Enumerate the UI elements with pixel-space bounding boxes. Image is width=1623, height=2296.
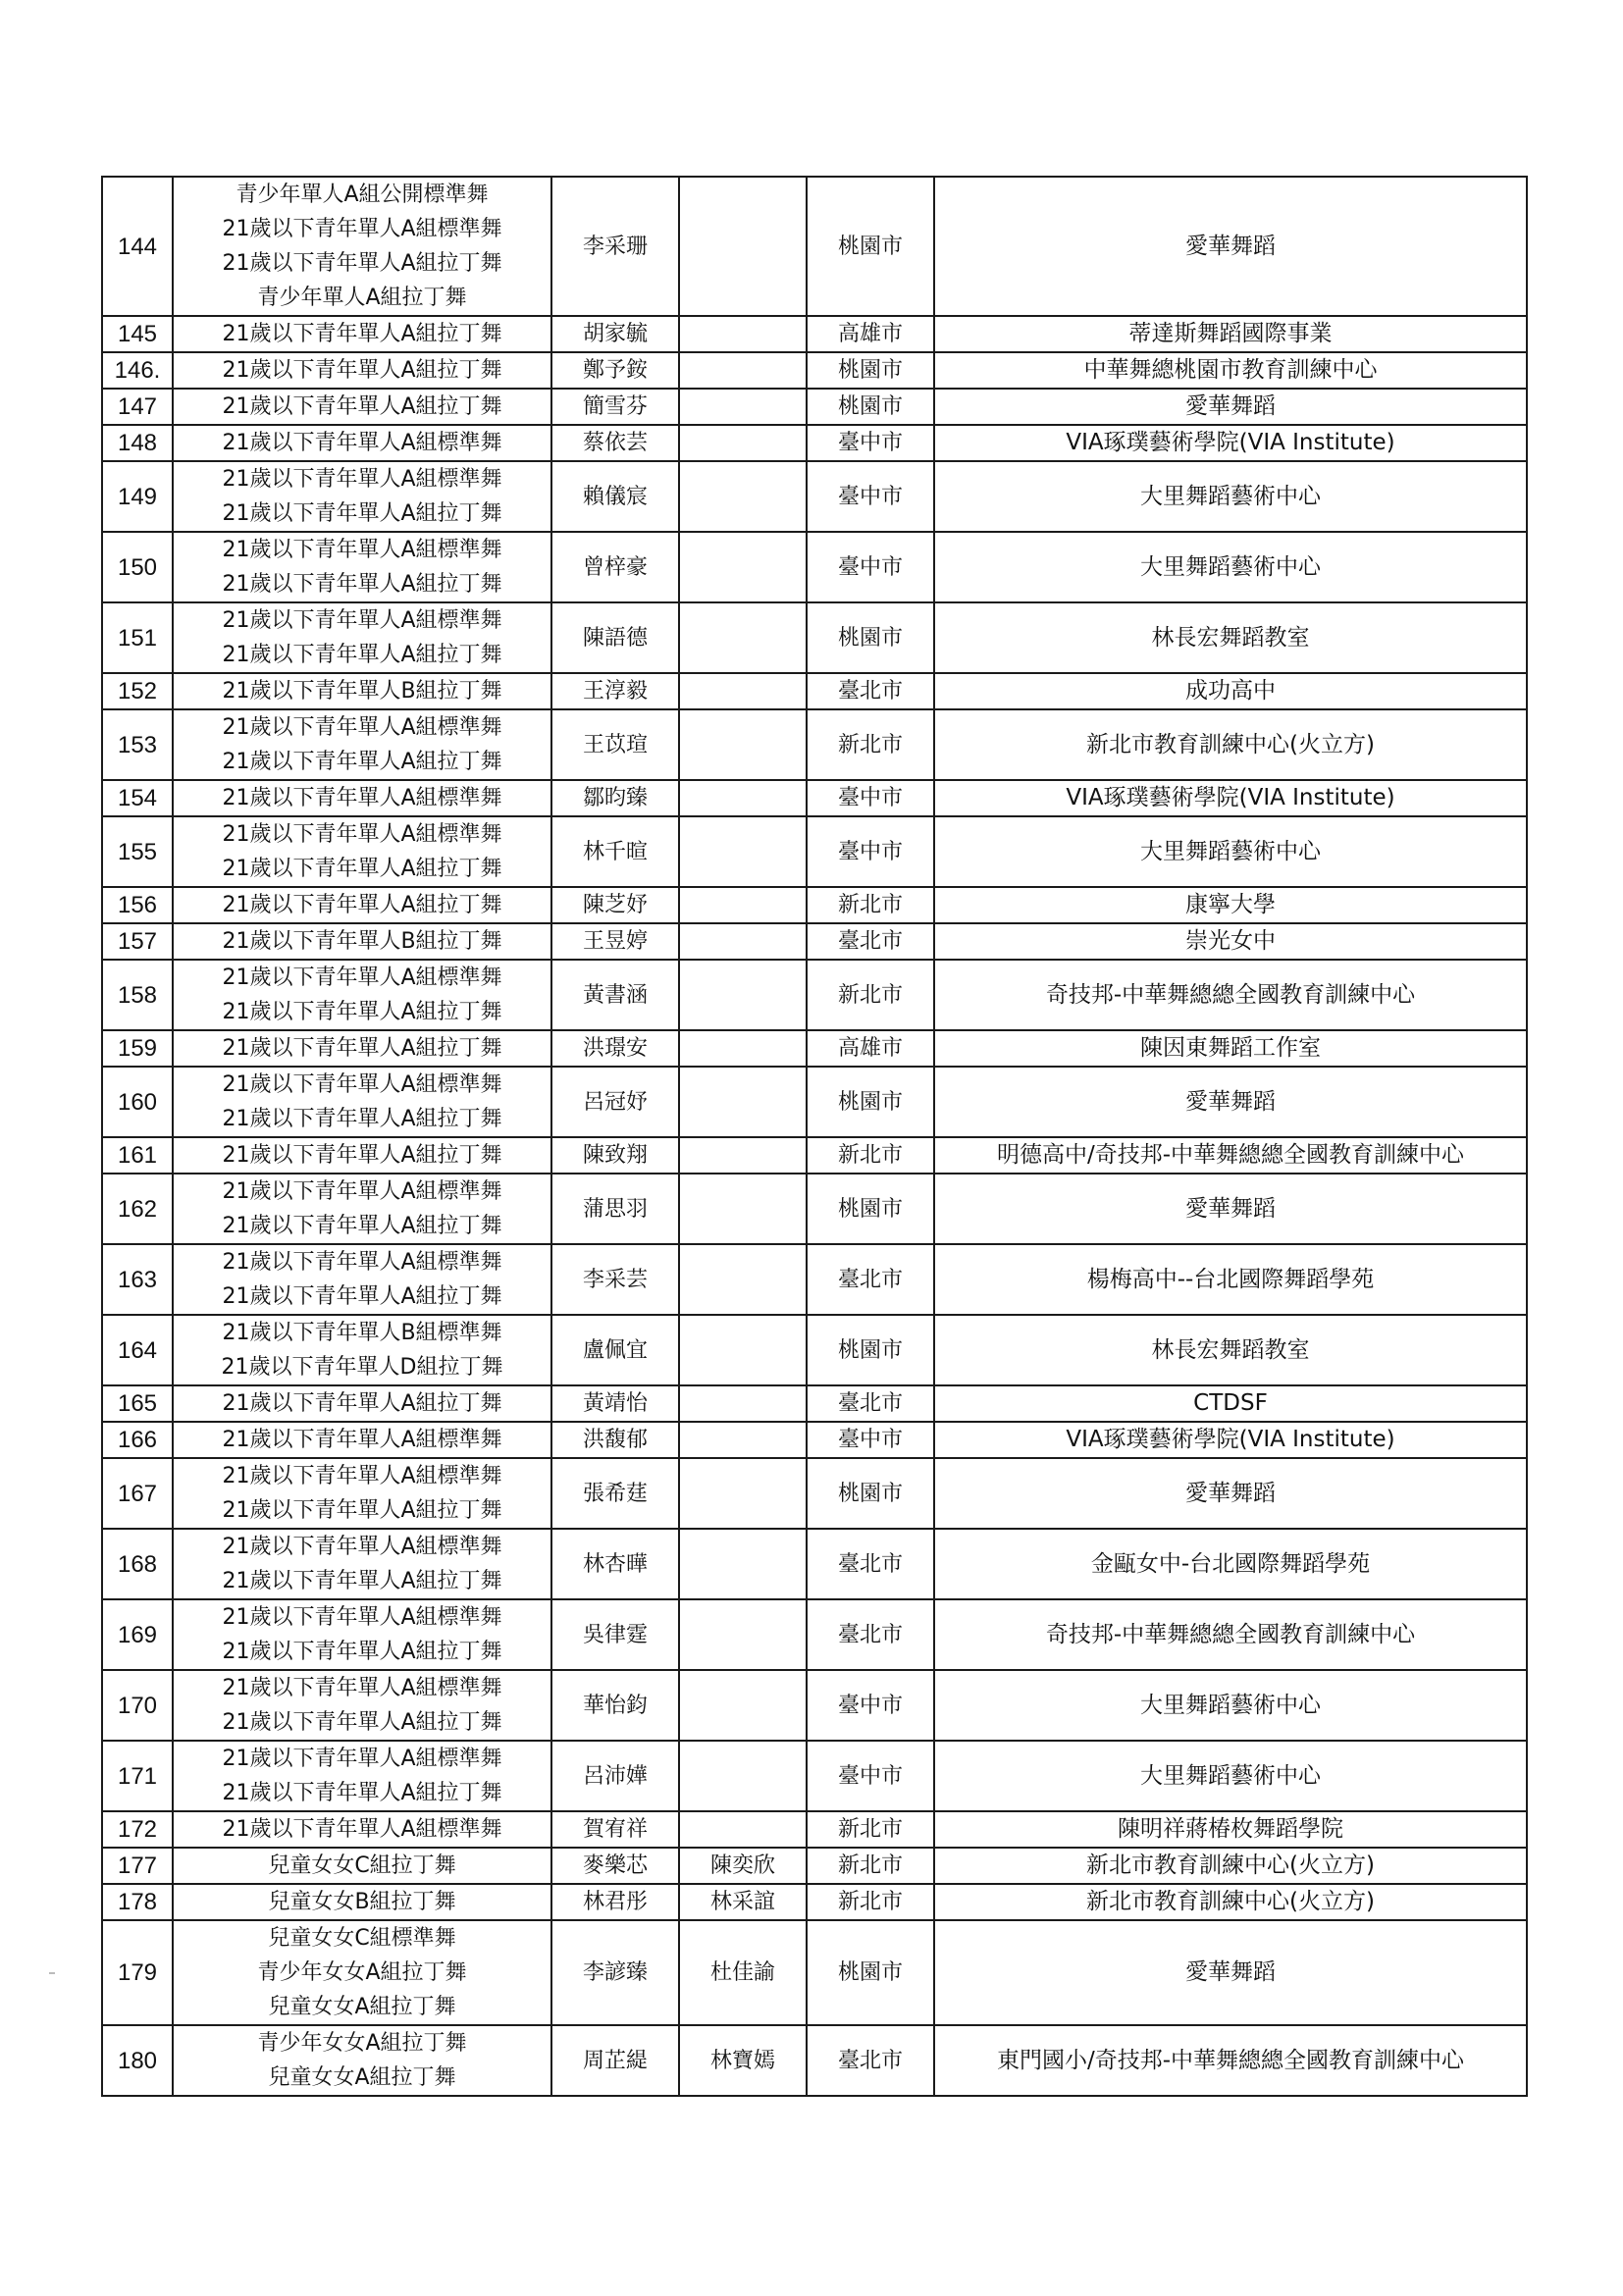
dancer-name-1: 陳語德 — [551, 602, 679, 673]
entry-number: 163 — [102, 1244, 173, 1315]
event-list — [173, 1599, 551, 1670]
city: 新北市 — [807, 960, 934, 1030]
city: 桃園市 — [807, 602, 934, 673]
event-list — [173, 1174, 551, 1244]
school-name: 愛華舞蹈 — [934, 389, 1527, 425]
table-row — [102, 960, 1527, 1030]
event-name: 21歲以下青年單人A組拉丁舞 — [222, 1781, 502, 1805]
school-name: 大里舞蹈藝術中心 — [934, 816, 1527, 887]
table-row — [102, 1811, 1527, 1848]
entry-number: 153 — [102, 709, 173, 780]
school-name: VIA琢璞藝術學院(VIA Institute) — [934, 780, 1527, 816]
city: 高雄市 — [807, 1030, 934, 1067]
table-row — [102, 1529, 1527, 1599]
city: 臺中市 — [807, 780, 934, 816]
event-name: 21歲以下青年單人A組標準舞 — [222, 1747, 502, 1771]
table-row — [102, 1137, 1527, 1174]
table-row — [102, 1422, 1527, 1458]
event-name: 21歲以下青年單人A組拉丁舞 — [222, 893, 502, 917]
event-list — [173, 960, 551, 1030]
entry-number: 168 — [102, 1529, 173, 1599]
dancer-name-1: 曾梓豪 — [551, 532, 679, 602]
dancer-name-2 — [679, 673, 807, 709]
event-name: 兒童女女C組標準舞 — [268, 1926, 456, 1951]
dancer-name-2 — [679, 1529, 807, 1599]
school-name: 陳因東舞蹈工作室 — [934, 1030, 1527, 1067]
school-name: 金甌女中-台北國際舞蹈學苑 — [934, 1529, 1527, 1599]
dancer-name-1: 李諺臻 — [551, 1920, 679, 2025]
entry-number: 169 — [102, 1599, 173, 1670]
dancer-name-1: 黃靖怡 — [551, 1385, 679, 1422]
dancer-name-1: 盧佩宜 — [551, 1315, 679, 1385]
school-name: VIA琢璞藝術學院(VIA Institute) — [934, 1422, 1527, 1458]
school-name: 愛華舞蹈 — [934, 1174, 1527, 1244]
school-name: 楊梅高中--台北國際舞蹈學苑 — [934, 1244, 1527, 1315]
event-name: 21歲以下青年單人A組拉丁舞 — [222, 322, 502, 346]
event-name: 21歲以下青年單人A組標準舞 — [222, 1428, 502, 1452]
school-name: 明德高中/奇技邦-中華舞總總全國教育訓練中心 — [934, 1137, 1527, 1174]
city: 桃園市 — [807, 389, 934, 425]
event-list — [173, 1030, 551, 1067]
dancer-name-2 — [679, 461, 807, 532]
registration-table — [101, 176, 1528, 2097]
dancer-name-1: 周芷緹 — [551, 2025, 679, 2096]
dancer-name-2 — [679, 1458, 807, 1529]
entry-number: 178 — [102, 1884, 173, 1920]
city: 臺中市 — [807, 1670, 934, 1741]
table-row — [102, 1458, 1527, 1529]
entry-number: 179 — [102, 1920, 173, 2025]
event-name: 21歲以下青年單人A組拉丁舞 — [222, 1640, 502, 1664]
event-name: 21歲以下青年單人A組拉丁舞 — [222, 1143, 502, 1168]
dancer-name-2 — [679, 1422, 807, 1458]
table-row — [102, 1385, 1527, 1422]
table-row — [102, 352, 1527, 389]
city: 新北市 — [807, 709, 934, 780]
entry-number: 180 — [102, 2025, 173, 2096]
entry-number: 154 — [102, 780, 173, 816]
event-name: 21歲以下青年單人A組拉丁舞 — [222, 1569, 502, 1593]
entry-number: 158 — [102, 960, 173, 1030]
dancer-name-2: 杜佳諭 — [679, 1920, 807, 2025]
city: 臺中市 — [807, 425, 934, 461]
school-name: 林長宏舞蹈教室 — [934, 602, 1527, 673]
event-list — [173, 1244, 551, 1315]
dancer-name-1: 黃書涵 — [551, 960, 679, 1030]
dancer-name-1: 林君彤 — [551, 1884, 679, 1920]
dancer-name-2 — [679, 960, 807, 1030]
city: 新北市 — [807, 1884, 934, 1920]
dancer-name-2 — [679, 1174, 807, 1244]
event-name: 21歲以下青年單人A組標準舞 — [222, 467, 502, 492]
city: 新北市 — [807, 1811, 934, 1848]
city: 臺中市 — [807, 532, 934, 602]
registration-table-container — [101, 176, 1526, 2097]
event-name: 21歲以下青年單人A組標準舞 — [222, 715, 502, 740]
event-name: 兒童女女A組拉丁舞 — [268, 2065, 456, 2090]
dancer-name-1: 蔡依芸 — [551, 425, 679, 461]
event-list — [173, 425, 551, 461]
dancer-name-1: 王昱婷 — [551, 923, 679, 960]
event-name: 青少年單人A組公開標準舞 — [236, 183, 489, 207]
school-name: 愛華舞蹈 — [934, 177, 1527, 316]
dancer-name-1: 李采珊 — [551, 177, 679, 316]
entry-number: 156 — [102, 887, 173, 923]
event-list — [173, 780, 551, 816]
event-name: 21歲以下青年單人A組拉丁舞 — [222, 643, 502, 667]
event-name: 21歲以下青年單人A組標準舞 — [222, 608, 502, 633]
event-name: 21歲以下青年單人A組拉丁舞 — [222, 1391, 502, 1416]
event-name: 青少年單人A組拉丁舞 — [257, 286, 467, 310]
event-name: 21歲以下青年單人A組拉丁舞 — [222, 750, 502, 774]
school-name: 新北市教育訓練中心(火立方) — [934, 709, 1527, 780]
event-name: 21歲以下青年單人A組標準舞 — [222, 822, 502, 847]
table-row — [102, 177, 1527, 316]
city: 桃園市 — [807, 1920, 934, 2025]
table-row — [102, 887, 1527, 923]
dancer-name-2 — [679, 389, 807, 425]
school-name: 東門國小/奇技邦-中華舞總總全國教育訓練中心 — [934, 2025, 1527, 2096]
event-list — [173, 461, 551, 532]
dancer-name-1: 麥樂芯 — [551, 1848, 679, 1884]
dancer-name-1: 華怡鈞 — [551, 1670, 679, 1741]
city: 高雄市 — [807, 316, 934, 352]
entry-number: 160 — [102, 1067, 173, 1137]
event-name: 21歲以下青年單人A組拉丁舞 — [222, 1498, 502, 1523]
city: 新北市 — [807, 1137, 934, 1174]
event-name: 21歲以下青年單人A組標準舞 — [222, 217, 502, 241]
event-name: 21歲以下青年單人A組標準舞 — [222, 1676, 502, 1700]
entry-number: 162 — [102, 1174, 173, 1244]
city: 臺北市 — [807, 1599, 934, 1670]
dancer-name-2 — [679, 425, 807, 461]
dancer-name-2 — [679, 1385, 807, 1422]
dancer-name-2 — [679, 1137, 807, 1174]
table-row — [102, 1884, 1527, 1920]
city: 臺中市 — [807, 816, 934, 887]
event-name: 21歲以下青年單人A組拉丁舞 — [222, 358, 502, 383]
dancer-name-2 — [679, 532, 807, 602]
dancer-name-2 — [679, 1030, 807, 1067]
event-list — [173, 1529, 551, 1599]
event-list — [173, 1848, 551, 1884]
dancer-name-1: 鄒昀臻 — [551, 780, 679, 816]
scan-mark — [49, 1972, 55, 1974]
event-name: 21歲以下青年單人B組標準舞 — [222, 1321, 502, 1345]
city: 臺北市 — [807, 673, 934, 709]
table-row — [102, 923, 1527, 960]
dancer-name-1: 胡家毓 — [551, 316, 679, 352]
entry-number: 172 — [102, 1811, 173, 1848]
city: 臺北市 — [807, 923, 934, 960]
table-row — [102, 1848, 1527, 1884]
event-list — [173, 1920, 551, 2025]
event-name: 21歲以下青年單人A組標準舞 — [222, 965, 502, 990]
city: 新北市 — [807, 887, 934, 923]
table-row — [102, 389, 1527, 425]
event-name: 21歲以下青年單人A組拉丁舞 — [222, 1107, 502, 1131]
table-row — [102, 602, 1527, 673]
city: 桃園市 — [807, 1458, 934, 1529]
entry-number: 161 — [102, 1137, 173, 1174]
entry-number: 164 — [102, 1315, 173, 1385]
event-list — [173, 709, 551, 780]
event-list — [173, 2025, 551, 2096]
event-name: 21歲以下青年單人A組標準舞 — [222, 1250, 502, 1275]
school-name: 愛華舞蹈 — [934, 1067, 1527, 1137]
entry-number: 147 — [102, 389, 173, 425]
event-name: 21歲以下青年單人A組標準舞 — [222, 431, 502, 455]
school-name: 大里舞蹈藝術中心 — [934, 1670, 1527, 1741]
dancer-name-1: 洪璟安 — [551, 1030, 679, 1067]
event-name: 21歲以下青年單人A組拉丁舞 — [222, 251, 502, 276]
dancer-name-2 — [679, 352, 807, 389]
table-row — [102, 425, 1527, 461]
dancer-name-1: 張希莛 — [551, 1458, 679, 1529]
dancer-name-2 — [679, 316, 807, 352]
city: 臺中市 — [807, 1422, 934, 1458]
event-name: 21歲以下青年單人A組拉丁舞 — [222, 501, 502, 526]
event-name: 21歲以下青年單人B組拉丁舞 — [222, 679, 502, 704]
event-name: 21歲以下青年單人A組拉丁舞 — [222, 1710, 502, 1735]
entry-number: 166 — [102, 1422, 173, 1458]
event-name: 21歲以下青年單人A組拉丁舞 — [222, 1214, 502, 1238]
event-list — [173, 1137, 551, 1174]
school-name: 蒂達斯舞蹈國際事業 — [934, 316, 1527, 352]
entry-number: 155 — [102, 816, 173, 887]
event-list — [173, 1315, 551, 1385]
city: 桃園市 — [807, 1315, 934, 1385]
city: 臺北市 — [807, 1529, 934, 1599]
dancer-name-2 — [679, 1067, 807, 1137]
event-name: 兒童女女C組拉丁舞 — [268, 1853, 456, 1878]
event-name: 21歲以下青年單人A組標準舞 — [222, 538, 502, 562]
dancer-name-2 — [679, 816, 807, 887]
event-list — [173, 1811, 551, 1848]
dancer-name-2 — [679, 1741, 807, 1811]
dancer-name-1: 蒲思羽 — [551, 1174, 679, 1244]
dancer-name-1: 陳致翔 — [551, 1137, 679, 1174]
dancer-name-2 — [679, 923, 807, 960]
entry-number: 151 — [102, 602, 173, 673]
entry-number: 149 — [102, 461, 173, 532]
dancer-name-2 — [679, 1670, 807, 1741]
dancer-name-1: 林千暄 — [551, 816, 679, 887]
dancer-name-2 — [679, 780, 807, 816]
entry-number: 152 — [102, 673, 173, 709]
entry-number: 145 — [102, 316, 173, 352]
event-name: 青少年女女A組拉丁舞 — [257, 2031, 467, 2056]
entry-number: 157 — [102, 923, 173, 960]
school-name: 奇技邦-中華舞總總全國教育訓練中心 — [934, 1599, 1527, 1670]
school-name: 大里舞蹈藝術中心 — [934, 461, 1527, 532]
event-name: 青少年女女A組拉丁舞 — [257, 1960, 467, 1985]
table-row — [102, 1030, 1527, 1067]
table-row — [102, 1315, 1527, 1385]
school-name: 中華舞總桃園市教育訓練中心 — [934, 352, 1527, 389]
table-row — [102, 1920, 1527, 2025]
school-name: 崇光女中 — [934, 923, 1527, 960]
event-name: 21歲以下青年單人A組標準舞 — [222, 1605, 502, 1630]
school-name: 林長宏舞蹈教室 — [934, 1315, 1527, 1385]
event-name: 21歲以下青年單人A組拉丁舞 — [222, 1284, 502, 1309]
dancer-name-2 — [679, 1244, 807, 1315]
event-list — [173, 1385, 551, 1422]
table-row — [102, 2025, 1527, 2096]
school-name: 成功高中 — [934, 673, 1527, 709]
city: 臺中市 — [807, 1741, 934, 1811]
school-name: 新北市教育訓練中心(火立方) — [934, 1848, 1527, 1884]
table-row — [102, 1067, 1527, 1137]
table-row — [102, 316, 1527, 352]
table-row — [102, 816, 1527, 887]
event-name: 21歲以下青年單人A組標準舞 — [222, 1535, 502, 1559]
school-name: 大里舞蹈藝術中心 — [934, 532, 1527, 602]
table-row — [102, 1174, 1527, 1244]
event-name: 21歲以下青年單人A組標準舞 — [222, 1817, 502, 1842]
event-name: 21歲以下青年單人A組拉丁舞 — [222, 1036, 502, 1061]
school-name: 康寧大學 — [934, 887, 1527, 923]
school-name: 大里舞蹈藝術中心 — [934, 1741, 1527, 1811]
dancer-name-1: 呂沛嬅 — [551, 1741, 679, 1811]
event-name: 21歲以下青年單人A組拉丁舞 — [222, 857, 502, 881]
event-list — [173, 602, 551, 673]
dancer-name-1: 陳芝妤 — [551, 887, 679, 923]
school-name: 新北市教育訓練中心(火立方) — [934, 1884, 1527, 1920]
event-list — [173, 673, 551, 709]
event-list — [173, 177, 551, 316]
dancer-name-1: 簡雪芬 — [551, 389, 679, 425]
event-name: 21歲以下青年單人A組拉丁舞 — [222, 572, 502, 597]
entry-number: 165 — [102, 1385, 173, 1422]
table-row — [102, 1670, 1527, 1741]
event-name: 21歲以下青年單人B組拉丁舞 — [222, 929, 502, 954]
event-name: 21歲以下青年單人A組標準舞 — [222, 786, 502, 810]
event-list — [173, 1670, 551, 1741]
dancer-name-2 — [679, 1599, 807, 1670]
dancer-name-2 — [679, 887, 807, 923]
dancer-name-1: 鄭予銨 — [551, 352, 679, 389]
school-name: 奇技邦-中華舞總總全國教育訓練中心 — [934, 960, 1527, 1030]
table-row — [102, 532, 1527, 602]
registration-rows — [102, 177, 1527, 2096]
event-name: 兒童女女B組拉丁舞 — [268, 1890, 456, 1914]
city: 臺北市 — [807, 2025, 934, 2096]
event-name: 21歲以下青年單人A組標準舞 — [222, 1179, 502, 1204]
event-list — [173, 316, 551, 352]
dancer-name-1: 呂冠妤 — [551, 1067, 679, 1137]
dancer-name-2 — [679, 177, 807, 316]
event-list — [173, 352, 551, 389]
city: 臺北市 — [807, 1385, 934, 1422]
event-list — [173, 1458, 551, 1529]
dancer-name-1: 王淳毅 — [551, 673, 679, 709]
dancer-name-2 — [679, 709, 807, 780]
dancer-name-1: 洪馥郁 — [551, 1422, 679, 1458]
event-list — [173, 1067, 551, 1137]
entry-number: 159 — [102, 1030, 173, 1067]
table-row — [102, 1599, 1527, 1670]
dancer-name-1: 李采芸 — [551, 1244, 679, 1315]
event-name: 21歲以下青年單人A組拉丁舞 — [222, 1000, 502, 1024]
event-list — [173, 1741, 551, 1811]
school-name: 陳明祥蔣椿枚舞蹈學院 — [934, 1811, 1527, 1848]
city: 桃園市 — [807, 177, 934, 316]
table-row — [102, 1244, 1527, 1315]
entry-number: 170 — [102, 1670, 173, 1741]
event-list — [173, 1884, 551, 1920]
event-name: 21歲以下青年單人A組標準舞 — [222, 1464, 502, 1488]
entry-number: 171 — [102, 1741, 173, 1811]
school-name: VIA琢璞藝術學院(VIA Institute) — [934, 425, 1527, 461]
entry-number: 146. — [102, 352, 173, 389]
city: 桃園市 — [807, 352, 934, 389]
event-name: 21歲以下青年單人A組標準舞 — [222, 1072, 502, 1097]
dancer-name-1: 吳律霆 — [551, 1599, 679, 1670]
dancer-name-1: 賴儀宸 — [551, 461, 679, 532]
event-list — [173, 923, 551, 960]
table-row — [102, 709, 1527, 780]
entry-number: 144 — [102, 177, 173, 316]
event-list — [173, 389, 551, 425]
event-name: 21歲以下青年單人A組拉丁舞 — [222, 394, 502, 419]
school-name: 愛華舞蹈 — [934, 1458, 1527, 1529]
school-name: CTDSF — [934, 1385, 1527, 1422]
event-list — [173, 532, 551, 602]
city: 桃園市 — [807, 1174, 934, 1244]
table-row — [102, 673, 1527, 709]
entry-number: 148 — [102, 425, 173, 461]
table-row — [102, 1741, 1527, 1811]
school-name: 愛華舞蹈 — [934, 1920, 1527, 2025]
table-row — [102, 780, 1527, 816]
event-list — [173, 1422, 551, 1458]
dancer-name-1: 賀宥祥 — [551, 1811, 679, 1848]
dancer-name-2: 林采誼 — [679, 1884, 807, 1920]
table-row — [102, 461, 1527, 532]
dancer-name-2: 陳奕欣 — [679, 1848, 807, 1884]
event-name: 21歲以下青年單人D組拉丁舞 — [221, 1355, 503, 1380]
entry-number: 167 — [102, 1458, 173, 1529]
dancer-name-1: 林杏曄 — [551, 1529, 679, 1599]
city: 新北市 — [807, 1848, 934, 1884]
dancer-name-2 — [679, 1811, 807, 1848]
dancer-name-1: 王苡瑄 — [551, 709, 679, 780]
dancer-name-2: 林寶嫣 — [679, 2025, 807, 2096]
city: 臺中市 — [807, 461, 934, 532]
event-list — [173, 887, 551, 923]
dancer-name-2 — [679, 602, 807, 673]
entry-number: 150 — [102, 532, 173, 602]
city: 臺北市 — [807, 1244, 934, 1315]
event-name: 兒童女女A組拉丁舞 — [268, 1995, 456, 2019]
event-list — [173, 816, 551, 887]
city: 桃園市 — [807, 1067, 934, 1137]
entry-number: 177 — [102, 1848, 173, 1884]
dancer-name-2 — [679, 1315, 807, 1385]
